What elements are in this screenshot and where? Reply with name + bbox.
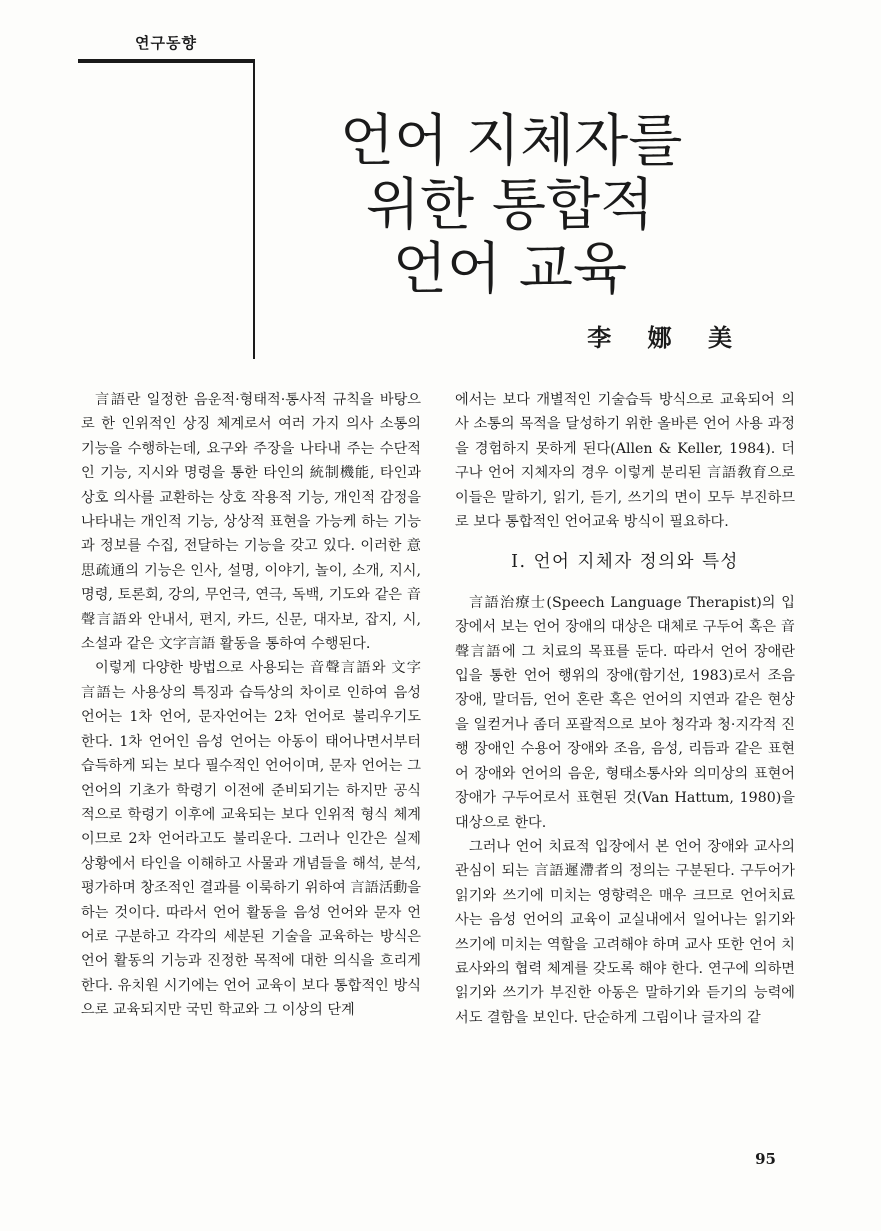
title-line-1: 언어 지체자를: [340, 109, 683, 174]
section-heading: Ⅰ. 언어 지체자 정의와 특성: [511, 552, 739, 573]
author-name: 李 娜 美: [587, 323, 746, 352]
right-column: [455, 388, 795, 1030]
section-label: 연구동향: [135, 34, 197, 52]
body-paragraph: 에서는 보다 개별적인 기술습득 방식으로 교육되어 의사 소통의 목적을 달성하기 위한 올바른 언어 사용 과정을 경험하지 못하게 된다(Allen & Keller, 1984). 더구나 언어 지체자의 경우 이렇게 분리된 言語敎育으로 이들은 말하기, 읽기, 듣기, 쓰기의 면이 모두 부진하므로 보다 통합적인 언어교육 방식이 필요하다.: [455, 392, 795, 531]
body-paragraph: 言語란 일정한 음운적·형태적·통사적 규칙을 바탕으로 한 인위적인 상징 체계로서 여러 가지 의사 소통의 기능을 수행하는데, 요구와 주장을 나타내 주는 수단적인 기능, 지시와 명령을 통한 타인의 統制機能, 타인과 상호 의사를 교환하는 상호 작용적 기능, 개인적 감정을 나타내는 개인적 기능, 상상적 표현을 가능케 하는 기능과 정보를 수집, 전달하는 기능을 갖고 있다. 이러한 意思疏通의 기능은 인사, 설명, 이야기, 놀이, 소개, 지시, 명령, 토론회, 강의, 무언극, 연극, 독백, 기도와 같은 音聲言語와 안내서, 편지, 카드, 신문, 대자보, 잡지, 시, 소설과 같은 文字言語 활동을 통하여 수행된다.: [81, 392, 421, 653]
body-paragraph: 言語治療士(Speech Language Therapist)의 입장에서 보는 언어 장애의 대상은 대체로 구두어 혹은 音聲言語에 그 치료의 목표를 둔다. 따라서 언어 장애란 입을 통한 언어 행위의 장애(함기선, 1983)로서 조음 장애, 말더듬, 언어 혼란 혹은 언어의 지연과 같은 현상을 일컫거나 좀더 포괄적으로 보아 청각과 청·지각적 진행 장애인 수용어 장애와 조음, 음성, 리듬과 같은 표현어 장애와 언어의 음운, 형태소통사와 의미상의 표현어 장애가 구두어로서 표현된 것(Van Hattum, 1980)을 대상으로 한다.: [455, 594, 795, 831]
header-rule-vertical: [253, 59, 255, 359]
article-title: [340, 109, 683, 302]
page-number: 95: [755, 1150, 776, 1168]
title-line-2: 위한 통합적: [365, 173, 655, 238]
body-paragraph: 이렇게 다양한 방법으로 사용되는 音聲言語와 文字言語는 사용상의 특징과 습득상의 차이로 인하여 음성 언어는 1차 언어, 문자언어는 2차 언어로 불리우기도 한다. 1차 언어인 음성 언어는 아동이 태어나면서부터 습득하게 되는 보다 필수적인 언어이며, 문자 언어는 그 언어의 기초가 학령기 이전에 준비되기는 하지만 공식적으로 학령기 이후에 교육되는 보다 인위적 형식 체계이므로 2차 언어라고도 불리운다. 그러나 인간은 실제 상황에서 타인을 이해하고 사물과 개념들을 해석, 분석,평가하며 창조적인 결과를 이룩하기 위하여 言語活動을 하는 것이다. 따라서 언어 활동을 음성 언어와 문자 언어로 구분하고 각각의 세분된 기술을 교육하는 방식은 언어 활동의 기능과 진정한 목적에 대한 의식을 흐리게 한다. 유치원 시기에는 언어 교육이 보다 통합적인 방식으로 교육되지만 국민 학교와 그 이상의 단계: [81, 660, 421, 1019]
header-rule-horizontal: [78, 59, 254, 63]
left-column: [81, 388, 421, 1023]
body-paragraph: 그러나 언어 치료적 입장에서 본 언어 장애와 교사의 관심이 되는 言語遲滯者의 정의는 구분된다. 구두어가 읽기와 쓰기에 미치는 영향력은 매우 크므로 언어치료사는 음성 언어의 교육이 교실내에서 일어나는 읽기와 쓰기에 미치는 역할을 고려해야 하며 교사 또한 언어 치료사와의 협력 체계를 갖도록 해야 한다. 연구에 의하면 읽기와 쓰기가 부진한 아동은 말하기와 듣기의 능력에서도 결함을 보인다. 단순하게 그림이나 글자의 같: [455, 838, 795, 1026]
title-line-3: 언어 교육: [392, 237, 628, 302]
